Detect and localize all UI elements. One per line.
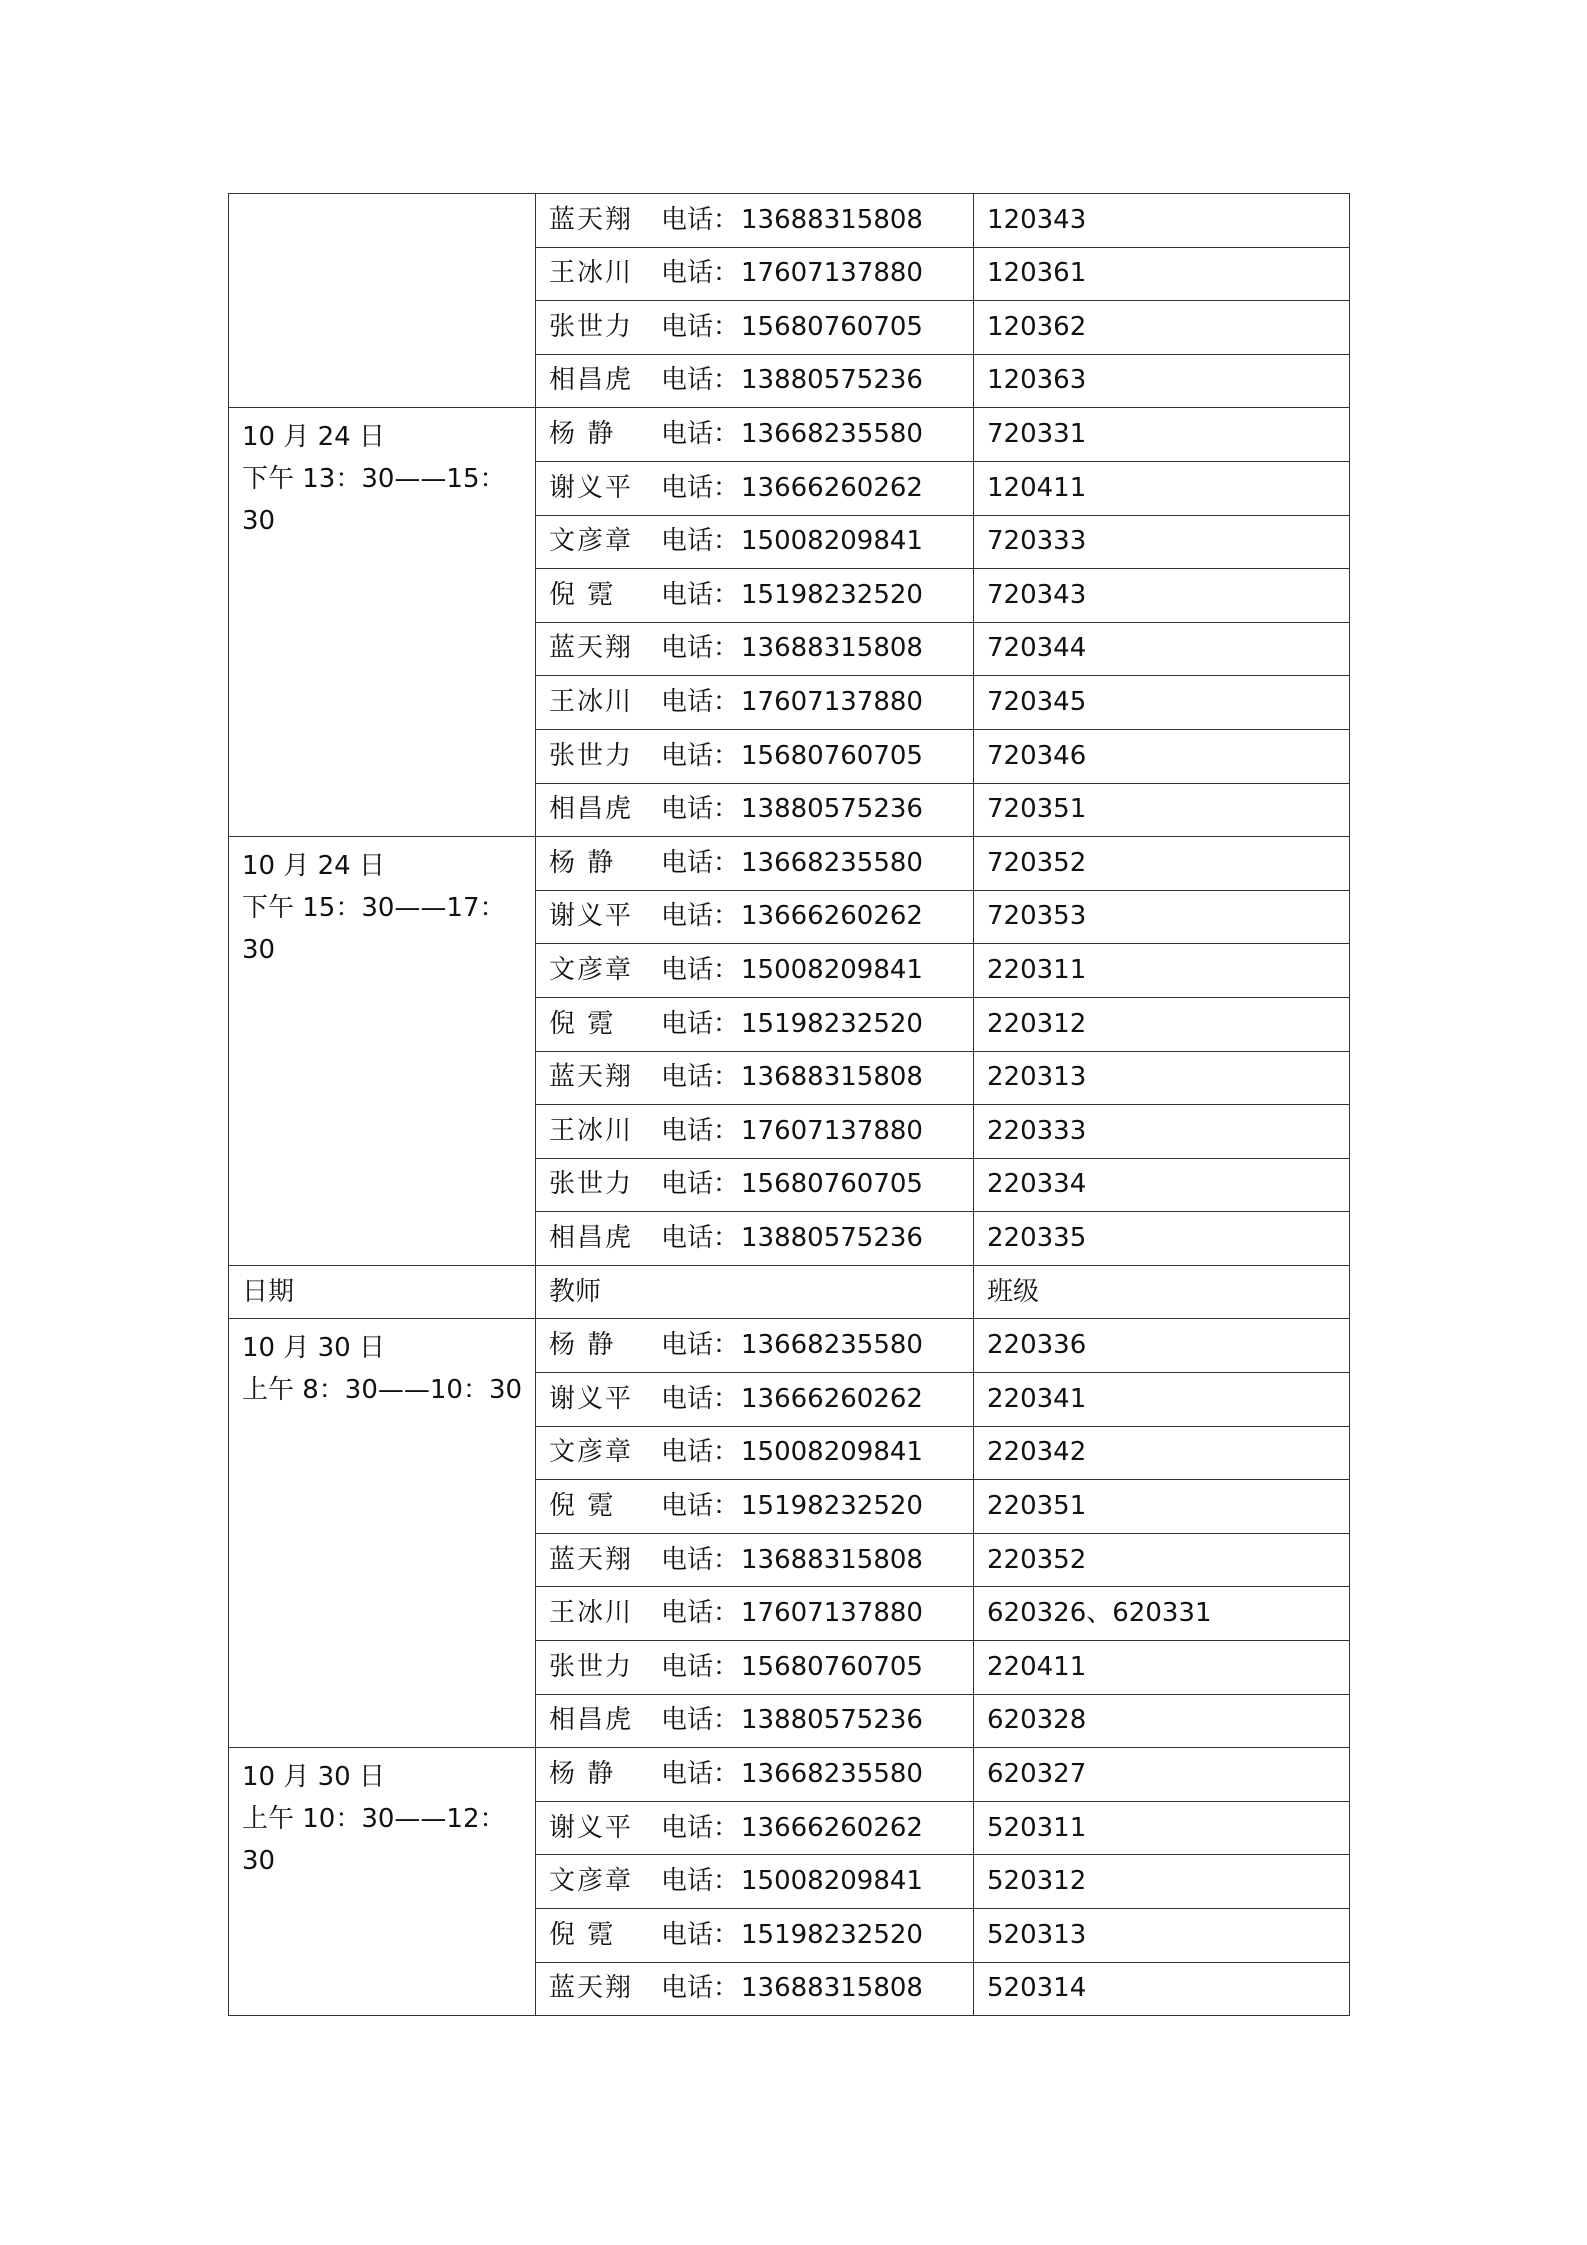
phone-label: 电话：: [661, 1758, 740, 1789]
class-cell: 120361: [974, 247, 1350, 301]
date-cell: [229, 1319, 536, 1748]
class-cell: 220335: [974, 1212, 1350, 1266]
class-cell: 520312: [974, 1855, 1350, 1909]
phone-label: 电话：: [661, 633, 740, 664]
teacher-phone: 15198232520: [741, 1490, 923, 1521]
teacher-phone: 15008209841: [741, 1866, 923, 1897]
phone-label: 电话：: [661, 1544, 740, 1575]
session-date: 10 月 24 日: [242, 422, 385, 453]
teacher-cell: [536, 1426, 974, 1480]
phone-label: 电话：: [661, 794, 740, 825]
teacher-phone: 13880575236: [741, 794, 923, 825]
class-cell: 220336: [974, 1319, 1350, 1373]
class-cell: 620328: [974, 1694, 1350, 1748]
class-cell: 720353: [974, 890, 1350, 944]
class-cell: 220312: [974, 997, 1350, 1051]
session-time: 下午 13：30——15：30: [242, 464, 506, 537]
teacher-phone: 13688315808: [741, 633, 923, 664]
phone-label: 电话：: [661, 1705, 740, 1736]
teacher-phone: 13666260262: [741, 901, 923, 932]
teacher-name: 张世力: [549, 311, 634, 342]
class-cell: 120343: [974, 194, 1350, 248]
class-cell: 720352: [974, 837, 1350, 891]
class-cell: 220313: [974, 1051, 1350, 1105]
teacher-name: 谢义平: [549, 1383, 634, 1414]
teacher-name: 蓝天翔: [549, 204, 634, 235]
phone-label: 电话：: [661, 1383, 740, 1414]
teacher-phone: 17607137880: [741, 687, 923, 718]
session-date: 10 月 30 日: [242, 1762, 385, 1793]
teacher-cell: [536, 997, 974, 1051]
class-cell: 720331: [974, 408, 1350, 462]
class-cell: 620326、620331: [974, 1587, 1350, 1641]
class-cell: 220351: [974, 1480, 1350, 1534]
date-cell: [229, 837, 536, 1266]
teacher-phone: 15008209841: [741, 526, 923, 557]
teacher-cell: [536, 301, 974, 355]
teacher-cell: [536, 354, 974, 408]
teacher-phone: 13666260262: [741, 1383, 923, 1414]
class-cell: 720343: [974, 569, 1350, 623]
teacher-phone: 15008209841: [741, 955, 923, 986]
teacher-phone: 13668235580: [741, 1330, 923, 1361]
teacher-phone: 17607137880: [741, 1598, 923, 1629]
teacher-phone: 15680760705: [741, 311, 923, 342]
class-cell: 220311: [974, 944, 1350, 998]
teacher-cell: [536, 944, 974, 998]
teacher-name: 谢义平: [549, 901, 634, 932]
teacher-cell: [536, 1587, 974, 1641]
phone-label: 电话：: [661, 1812, 740, 1843]
phone-label: 电话：: [661, 1008, 740, 1039]
teacher-cell: [536, 515, 974, 569]
teacher-cell: [536, 1158, 974, 1212]
teacher-name: 王冰川: [549, 258, 634, 289]
teacher-cell: [536, 729, 974, 783]
teacher-cell: [536, 783, 974, 837]
table-row: [229, 408, 1350, 462]
teacher-name: 张世力: [549, 1169, 634, 1200]
teacher-phone: 13688315808: [741, 1062, 923, 1093]
teacher-name: 蓝天翔: [549, 1062, 634, 1093]
phone-label: 电话：: [661, 901, 740, 932]
teacher-name: 相昌虎: [549, 1222, 634, 1253]
phone-label: 电话：: [661, 258, 740, 289]
teacher-name: 杨 静: [549, 1758, 616, 1789]
session-date: 10 月 24 日: [242, 851, 385, 882]
date-cell: [229, 408, 536, 837]
teacher-cell: [536, 622, 974, 676]
teacher-name: 倪 霓: [549, 579, 616, 610]
teacher-cell: [536, 1641, 974, 1695]
schedule-body: [229, 194, 1350, 2016]
phone-label: 电话：: [661, 311, 740, 342]
teacher-cell: [536, 408, 974, 462]
teacher-name: 王冰川: [549, 1598, 634, 1629]
teacher-cell: [536, 890, 974, 944]
teacher-cell: [536, 1909, 974, 1963]
teacher-phone: 15008209841: [741, 1437, 923, 1468]
class-cell: 120411: [974, 461, 1350, 515]
phone-label: 电话：: [661, 1062, 740, 1093]
phone-label: 电话：: [661, 526, 740, 557]
teacher-name: 杨 静: [549, 1330, 616, 1361]
teacher-phone: 15198232520: [741, 1919, 923, 1950]
schedule-table: [228, 193, 1350, 2016]
teacher-cell: [536, 1480, 974, 1534]
class-cell: 220352: [974, 1533, 1350, 1587]
teacher-name: 倪 霓: [549, 1919, 616, 1950]
teacher-name: 谢义平: [549, 472, 634, 503]
teacher-name: 王冰川: [549, 1115, 634, 1146]
header-row: [229, 1265, 1350, 1319]
class-cell: 220333: [974, 1105, 1350, 1159]
teacher-cell: [536, 676, 974, 730]
class-cell: 720345: [974, 676, 1350, 730]
class-cell: 220341: [974, 1373, 1350, 1427]
teacher-cell: [536, 1855, 974, 1909]
teacher-phone: 13880575236: [741, 1705, 923, 1736]
teacher-cell: [536, 1051, 974, 1105]
session-date: 10 月 30 日: [242, 1333, 385, 1364]
phone-label: 电话：: [661, 1490, 740, 1521]
teacher-cell: [536, 461, 974, 515]
phone-label: 电话：: [661, 1115, 740, 1146]
teacher-name: 相昌虎: [549, 1705, 634, 1736]
class-cell: 720346: [974, 729, 1350, 783]
class-cell: 520313: [974, 1909, 1350, 1963]
teacher-phone: 15198232520: [741, 1008, 923, 1039]
class-cell: 120363: [974, 354, 1350, 408]
class-cell: 620327: [974, 1748, 1350, 1802]
teacher-phone: 13668235580: [741, 847, 923, 878]
table-row: [229, 1319, 1350, 1373]
phone-label: 电话：: [661, 1919, 740, 1950]
header-date: 日期: [229, 1265, 536, 1319]
teacher-name: 谢义平: [549, 1812, 634, 1843]
class-cell: 220411: [974, 1641, 1350, 1695]
phone-label: 电话：: [661, 1437, 740, 1468]
teacher-name: 相昌虎: [549, 365, 634, 396]
teacher-phone: 13668235580: [741, 419, 923, 450]
teacher-cell: [536, 1694, 974, 1748]
header-class: 班级: [974, 1265, 1350, 1319]
class-cell: 220342: [974, 1426, 1350, 1480]
table-row: [229, 1748, 1350, 1802]
teacher-cell: [536, 837, 974, 891]
phone-label: 电话：: [661, 1222, 740, 1253]
teacher-phone: 17607137880: [741, 1115, 923, 1146]
teacher-phone: 15198232520: [741, 579, 923, 610]
teacher-name: 倪 霓: [549, 1490, 616, 1521]
phone-label: 电话：: [661, 204, 740, 235]
teacher-name: 王冰川: [549, 687, 634, 718]
teacher-phone: 13666260262: [741, 1812, 923, 1843]
phone-label: 电话：: [661, 365, 740, 396]
phone-label: 电话：: [661, 1169, 740, 1200]
teacher-phone: 13688315808: [741, 1544, 923, 1575]
teacher-phone: 15680760705: [741, 740, 923, 771]
teacher-phone: 17607137880: [741, 258, 923, 289]
date-cell: [229, 1748, 536, 2016]
teacher-name: 蓝天翔: [549, 1973, 634, 2004]
teacher-phone: 13688315808: [741, 1973, 923, 2004]
phone-label: 电话：: [661, 687, 740, 718]
phone-label: 电话：: [661, 955, 740, 986]
class-cell: 220334: [974, 1158, 1350, 1212]
phone-label: 电话：: [661, 740, 740, 771]
class-cell: 120362: [974, 301, 1350, 355]
teacher-phone: 13666260262: [741, 472, 923, 503]
teacher-name: 倪 霓: [549, 1008, 616, 1039]
teacher-phone: 13880575236: [741, 1222, 923, 1253]
teacher-name: 文彦章: [549, 526, 634, 557]
teacher-cell: [536, 1748, 974, 1802]
date-cell: [229, 194, 536, 408]
header-teacher: 教师: [536, 1265, 974, 1319]
teacher-cell: [536, 1319, 974, 1373]
phone-label: 电话：: [661, 1651, 740, 1682]
teacher-cell: [536, 1962, 974, 2016]
teacher-name: 文彦章: [549, 1866, 634, 1897]
phone-label: 电话：: [661, 472, 740, 503]
teacher-cell: [536, 1105, 974, 1159]
teacher-name: 文彦章: [549, 955, 634, 986]
teacher-phone: 13688315808: [741, 204, 923, 235]
session-time: 上午 8：30——10：30: [242, 1375, 523, 1406]
teacher-cell: [536, 1373, 974, 1427]
phone-label: 电话：: [661, 1973, 740, 2004]
teacher-cell: [536, 1533, 974, 1587]
teacher-cell: [536, 1212, 974, 1266]
teacher-cell: [536, 194, 974, 248]
class-cell: 520311: [974, 1801, 1350, 1855]
class-cell: 720333: [974, 515, 1350, 569]
phone-label: 电话：: [661, 1330, 740, 1361]
teacher-name: 相昌虎: [549, 794, 634, 825]
phone-label: 电话：: [661, 419, 740, 450]
class-cell: 720344: [974, 622, 1350, 676]
teacher-name: 张世力: [549, 740, 634, 771]
class-cell: 720351: [974, 783, 1350, 837]
teacher-name: 杨 静: [549, 419, 616, 450]
session-time: 下午 15：30——17：30: [242, 893, 506, 966]
phone-label: 电话：: [661, 579, 740, 610]
teacher-phone: 15680760705: [741, 1169, 923, 1200]
phone-label: 电话：: [661, 847, 740, 878]
teacher-name: 张世力: [549, 1651, 634, 1682]
session-time: 上午 10：30——12：30: [242, 1804, 506, 1877]
teacher-phone: 13668235580: [741, 1758, 923, 1789]
teacher-name: 杨 静: [549, 847, 616, 878]
table-row: [229, 837, 1350, 891]
teacher-cell: [536, 247, 974, 301]
teacher-phone: 13880575236: [741, 365, 923, 396]
teacher-phone: 15680760705: [741, 1651, 923, 1682]
class-cell: 520314: [974, 1962, 1350, 2016]
table-row: [229, 194, 1350, 248]
phone-label: 电话：: [661, 1598, 740, 1629]
teacher-name: 文彦章: [549, 1437, 634, 1468]
teacher-cell: [536, 1801, 974, 1855]
teacher-name: 蓝天翔: [549, 1544, 634, 1575]
teacher-name: 蓝天翔: [549, 633, 634, 664]
teacher-cell: [536, 569, 974, 623]
phone-label: 电话：: [661, 1866, 740, 1897]
